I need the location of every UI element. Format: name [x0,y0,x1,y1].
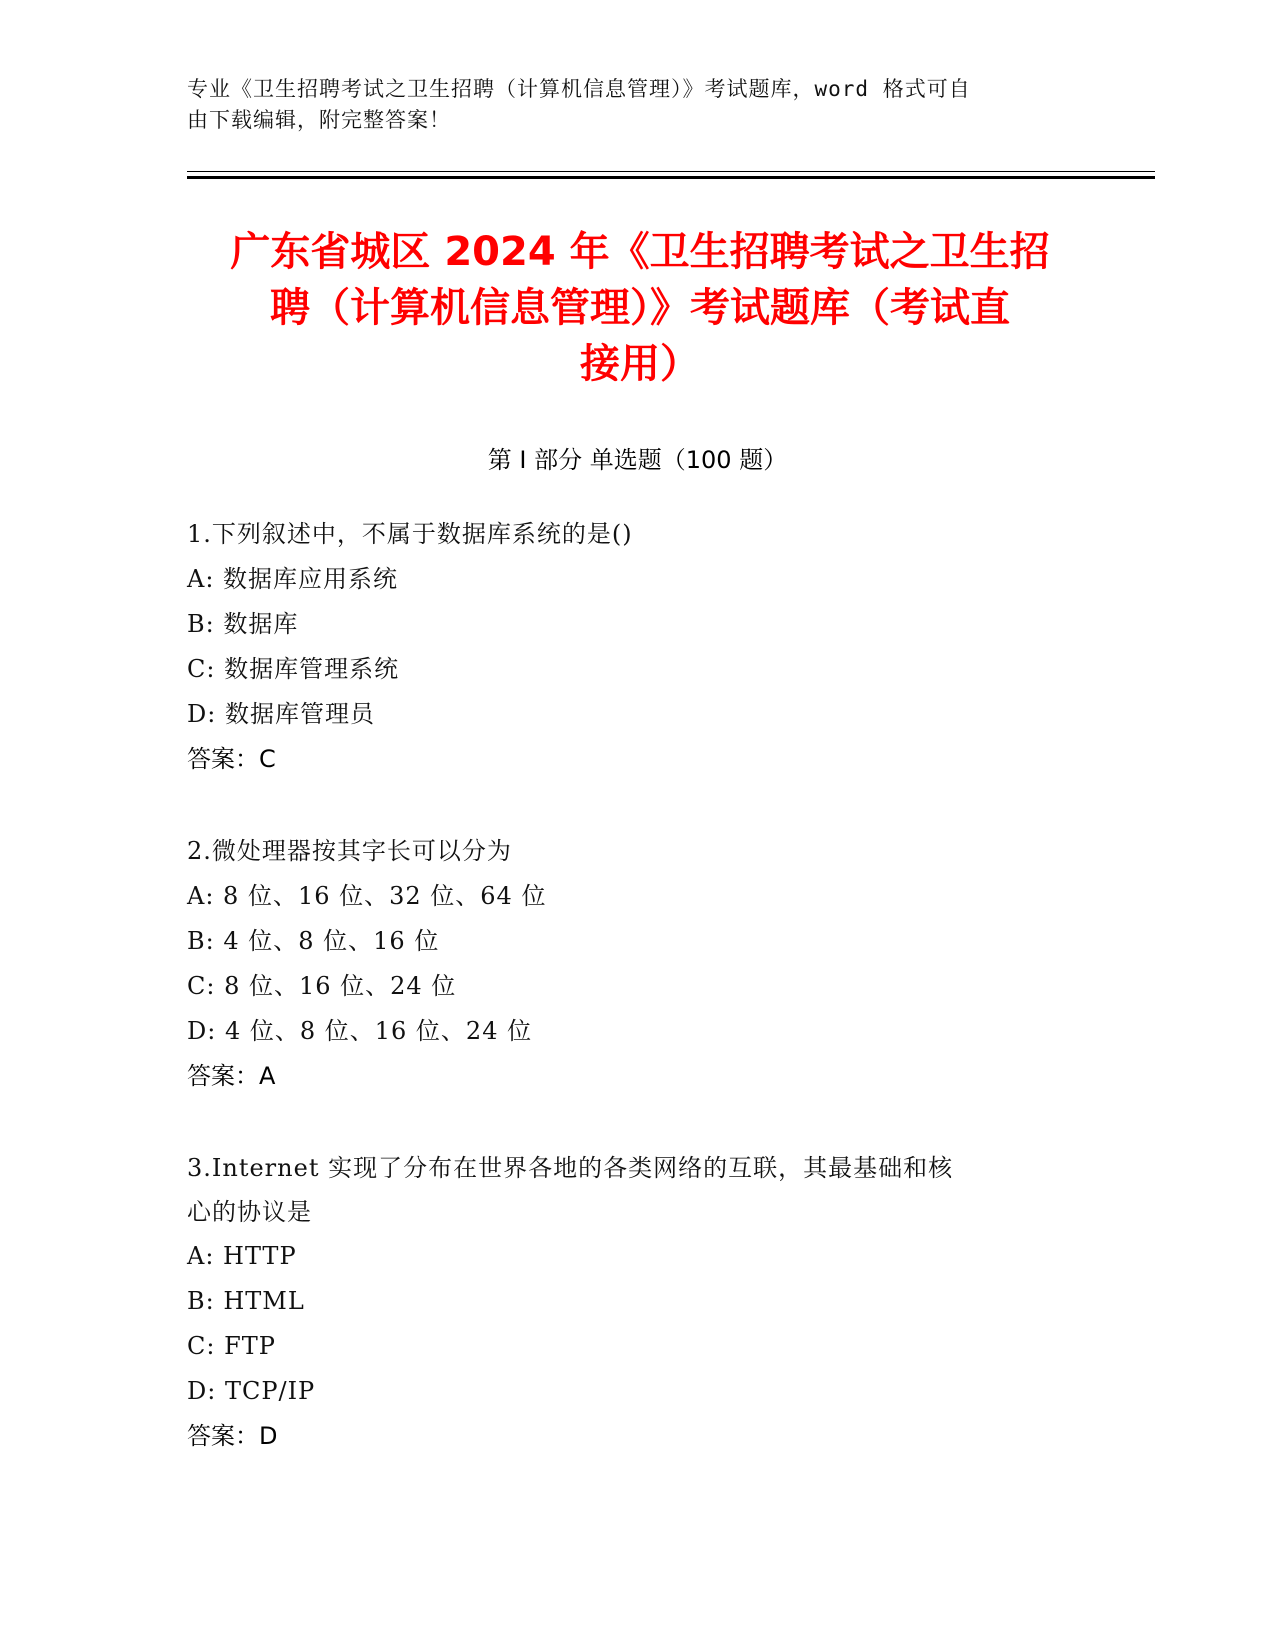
option-d: D: TCP/IP [187,1377,316,1405]
document-title [160,224,1120,392]
header-line-2: 由下载编辑，附完整答案！ [187,108,451,132]
title-line-3: 接用） [580,341,700,387]
question-stem-line-2: 心的协议是 [187,1198,312,1226]
answer: 答案：D [187,1422,278,1450]
option-b: B: HTML [187,1287,305,1315]
title-line-2: 聘（计算机信息管理）》考试题库（考试直 [270,285,1010,331]
question-1 [187,512,1087,782]
answer: 答案：A [187,1062,276,1090]
answer: 答案：C [187,745,276,773]
option-a: A: 8 位、16 位、32 位、64 位 [187,882,547,910]
question-2 [187,829,1087,1099]
option-d: D: 4 位、8 位、16 位、24 位 [187,1017,533,1045]
title-line-1: 广东省城区 2024 年《卫生招聘考试之卫生招 [230,229,1050,275]
option-a: A: 数据库应用系统 [187,565,399,593]
document-header [187,74,1067,136]
option-c: C: FTP [187,1332,276,1360]
option-c: C: 8 位、16 位、24 位 [187,972,457,1000]
question-stem: 2.微处理器按其字长可以分为 [187,837,512,865]
question-stem: 1.下列叙述中，不属于数据库系统的是() [187,520,633,548]
option-a: A: HTTP [187,1242,297,1270]
option-d: D: 数据库管理员 [187,700,375,728]
header-divider-thin [187,171,1155,172]
question-3 [187,1146,1087,1459]
option-b: B: 数据库 [187,610,299,638]
header-line-1: 专业《卫生招聘考试之卫生招聘（计算机信息管理）》考试题库，word 格式可自 [187,77,971,101]
header-divider-thick [187,176,1155,179]
option-b: B: 4 位、8 位、16 位 [187,927,440,955]
option-c: C: 数据库管理系统 [187,655,400,683]
question-stem-line-1: 3.Internet 实现了分布在世界各地的各类网络的互联，其最基础和核 [187,1154,954,1182]
section-heading: 第 I 部分 单选题（100 题） [487,446,788,474]
